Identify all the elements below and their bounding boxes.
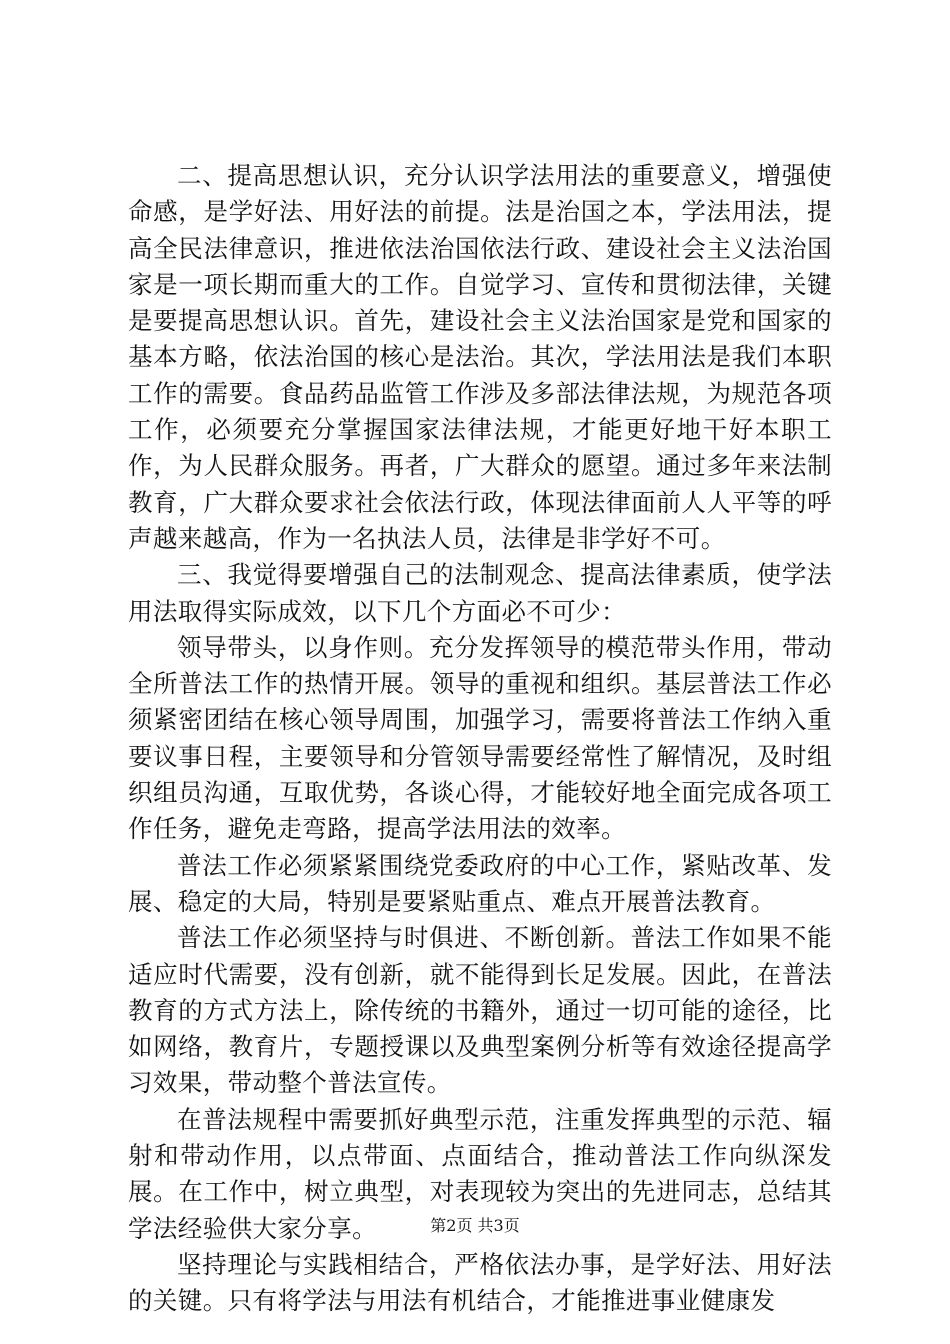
- paragraph-4: 普法工作必须紧紧围绕党委政府的中心工作，紧贴改革、发展、稳定的大局，特别是要紧贴重点、难点开展普法教育。: [128, 850, 832, 916]
- paragraph-5: 普法工作必须坚持与时俱进、不断创新。普法工作如果不能适应时代需要，没有创新，就不能得到长足发展。因此，在普法教育的方式方法上，除传统的书籍外，通过一切可能的途径，比如网络，教育片，专题授课以及典型案例分析等有效途径提高学习效果，带动整个普法宣传。: [128, 923, 832, 1098]
- page-number-footer: 第2页 共3页: [430, 1216, 520, 1235]
- paragraph-2: 三、我觉得要增强自己的法制观念、提高法律素质，使学法用法取得实际成效，以下几个方面必不可少：: [128, 560, 832, 626]
- paragraph-7: 坚持理论与实践相结合，严格依法办事，是学好法、用好法的关键。只有将学法与用法有机结合，才能推进事业健康发: [128, 1249, 832, 1316]
- document-body: [128, 158, 832, 1320]
- paragraph-1: 二、提高思想认识，充分认识学法用法的重要意义，增强使命感，是学好法、用好法的前提。法是治国之本，学法用法，提高全民法律意识，推进依法治国依法行政、建设社会主义法治国家是一项长期而重大的工作。自觉学习、宣传和贯彻法律，关键是要提高思想认识。首先，建设社会主义法治国家是党和国家的基本方略，依法治国的核心是法治。其次，学法用法是我们本职工作的需要。食品药品监管工作涉及多部法律法规，为规范各项工作，必须要充分掌握国家法律法规，才能更好地干好本职工作，为人民群众服务。再者，广大群众的愿望。通过多年来法制教育，广大群众要求社会依法行政，体现法律面前人人平等的呼声越来越高，作为一名执法人员，法律是非学好不可。: [128, 161, 832, 553]
- paragraph-6: 在普法规程中需要抓好典型示范，注重发挥典型的示范、辐射和带动作用，以点带面、点面结合，推动普法工作向纵深发展。在工作中，树立典型，对表现较为突出的先进同志，总结其学法经验供大家分享。: [128, 1104, 832, 1243]
- paragraph-3: 领导带头，以身作则。充分发挥领导的模范带头作用，带动全所普法工作的热情开展。领导的重视和组织。基层普法工作必须紧密团结在核心领导周围，加强学习，需要将普法工作纳入重要议事日程，主要领导和分管领导需要经常性了解情况，及时组织组员沟通，互取优势，各谈心得，才能较好地全面完成各项工作任务，避免走弯路，提高学法用法的效率。: [128, 632, 832, 844]
